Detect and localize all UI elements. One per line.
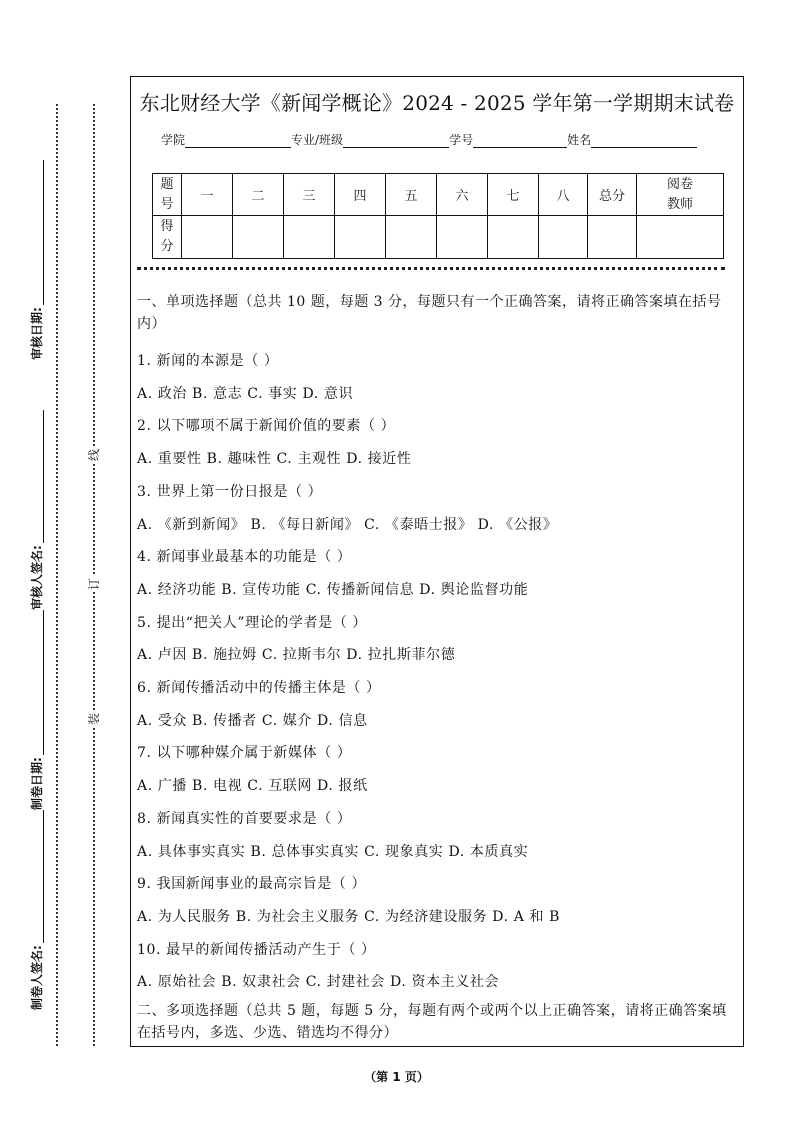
score-cell-q5[interactable] (386, 216, 437, 259)
score-cell-q6[interactable] (437, 216, 488, 259)
student-info-row (161, 131, 697, 148)
question-8: 8. 新闻真实性的首要要求是（ ） (137, 810, 352, 827)
score-cell-q7[interactable] (488, 216, 539, 259)
student-no-field[interactable] (473, 135, 567, 148)
review-date-field[interactable] (31, 160, 44, 305)
header-dotted-separator (137, 267, 725, 270)
score-cell-q1[interactable] (182, 216, 233, 259)
question-2-options: A. 重要性 B. 趣味性 C. 主观性 D. 接近性 (137, 451, 412, 468)
name-label: 姓名 (567, 133, 592, 147)
header-total: 总分 (588, 174, 637, 216)
score-cell-q3[interactable] (284, 216, 335, 259)
question-1: 1. 新闻的本源是（ ） (137, 353, 279, 369)
college-field[interactable] (185, 135, 291, 148)
margin-reviewer-signature: 审核人签名: (27, 410, 47, 610)
margin-prepare-date: 制卷日期: (27, 610, 47, 810)
question-3: 3. 世界上第一份日报是（ ） (137, 483, 323, 500)
header-reader: 阅卷 教师 (637, 174, 724, 216)
question-6: 6. 新闻传播活动中的传播主体是（ ） (137, 680, 381, 696)
margin-preparer-signature: 制卷人签名: (27, 810, 47, 1010)
score-cell-q4[interactable] (335, 216, 386, 259)
header-q6: 六 (437, 174, 488, 216)
header-q5: 五 (386, 174, 437, 216)
question-10-options: A. 原始社会 B. 奴隶社会 C. 封建社会 D. 资本主义社会 (137, 974, 500, 991)
page-number: （第 1 页） (364, 1070, 429, 1084)
question-4: 4. 新闻事业最基本的功能是（ ） (137, 549, 352, 566)
question-9-options: A. 为人民服务 B. 为社会主义服务 C. 为经济建设服务 D. A 和 B (137, 908, 560, 925)
preparer-signature-field[interactable] (31, 810, 44, 943)
exam-title: 东北财经大学《新闻学概论》2024 - 2025 学年第一学期期末试卷 (139, 91, 735, 115)
header-q4: 四 (335, 174, 386, 216)
binding-char-line: 线 (87, 449, 101, 462)
header-q7: 七 (488, 174, 539, 216)
major-label: 专业/班级 (291, 133, 344, 147)
question-5-options: A. 卢因 B. 施拉姆 C. 拉斯韦尔 D. 拉扎斯菲尔德 (137, 647, 456, 664)
score-cell-total[interactable] (588, 216, 637, 259)
score-table-header-row (153, 174, 724, 216)
student-no-label: 学号 (449, 133, 474, 147)
score-cell-reader[interactable] (637, 216, 724, 259)
exam-frame (130, 76, 744, 1047)
question-1-options: A. 政治 B. 意志 C. 事实 D. 意识 (137, 385, 354, 402)
name-field[interactable] (591, 135, 697, 148)
major-field[interactable] (343, 135, 449, 148)
header-q3: 三 (284, 174, 335, 216)
binding-char-staple: 订 (87, 578, 101, 591)
prepare-date-field[interactable] (31, 610, 44, 755)
score-table-score-row (153, 216, 724, 259)
exam-content (137, 291, 737, 1041)
header-q1: 一 (182, 174, 233, 216)
question-10: 10. 最早的新闻传播活动产生于（ ） (137, 941, 376, 958)
score-label: 得 分 (153, 216, 182, 259)
score-cell-q8[interactable] (539, 216, 588, 259)
question-7-options: A. 广播 B. 电视 C. 互联网 D. 报纸 (137, 778, 368, 795)
reviewer-signature-field[interactable] (31, 410, 44, 543)
binding-dotted-line-outer (56, 104, 58, 1046)
question-7: 7. 以下哪种媒介属于新媒体（ ） (137, 745, 352, 762)
margin-review-date: 审核日期: (27, 160, 47, 360)
college-label: 学院 (161, 133, 186, 147)
question-3-options: A. 《新到新闻》 B. 《每日新闻》 C. 《泰晤士报》 D. 《公报》 (137, 516, 558, 533)
question-6-options: A. 受众 B. 传播者 C. 媒介 D. 信息 (137, 712, 368, 729)
score-table (152, 173, 724, 259)
binding-char-bind: 装 (87, 713, 101, 726)
header-q8: 八 (539, 174, 588, 216)
question-4-options: A. 经济功能 B. 宣传功能 C. 传播新闻信息 D. 舆论监督功能 (137, 581, 529, 598)
question-5: 5. 提出“把关人”理论的学者是（ ） (137, 614, 367, 631)
binding-dotted-line-inner (93, 104, 95, 1046)
section1-heading: 一、单项选择题（总共 10 题，每题 3 分，每题只有一个正确答案，请将正确答案填在括号内） (137, 294, 722, 332)
score-cell-q2[interactable] (233, 216, 284, 259)
question-2: 2. 以下哪项不属于新闻价值的要素（ ） (137, 418, 396, 435)
header-q2: 二 (233, 174, 284, 216)
header-question-no: 题 号 (153, 174, 182, 216)
question-8-options: A. 具体事实真实 B. 总体事实真实 C. 现象真实 D. 本质真实 (137, 843, 529, 860)
question-9: 9. 我国新闻事业的最高宗旨是（ ） (137, 876, 367, 893)
section2-heading: 二、多项选择题（总共 5 题，每题 5 分，每题有两个或两个以上正确答案，请将正确答案填在括号内，多选、少选、错选均不得分） (137, 1003, 727, 1041)
